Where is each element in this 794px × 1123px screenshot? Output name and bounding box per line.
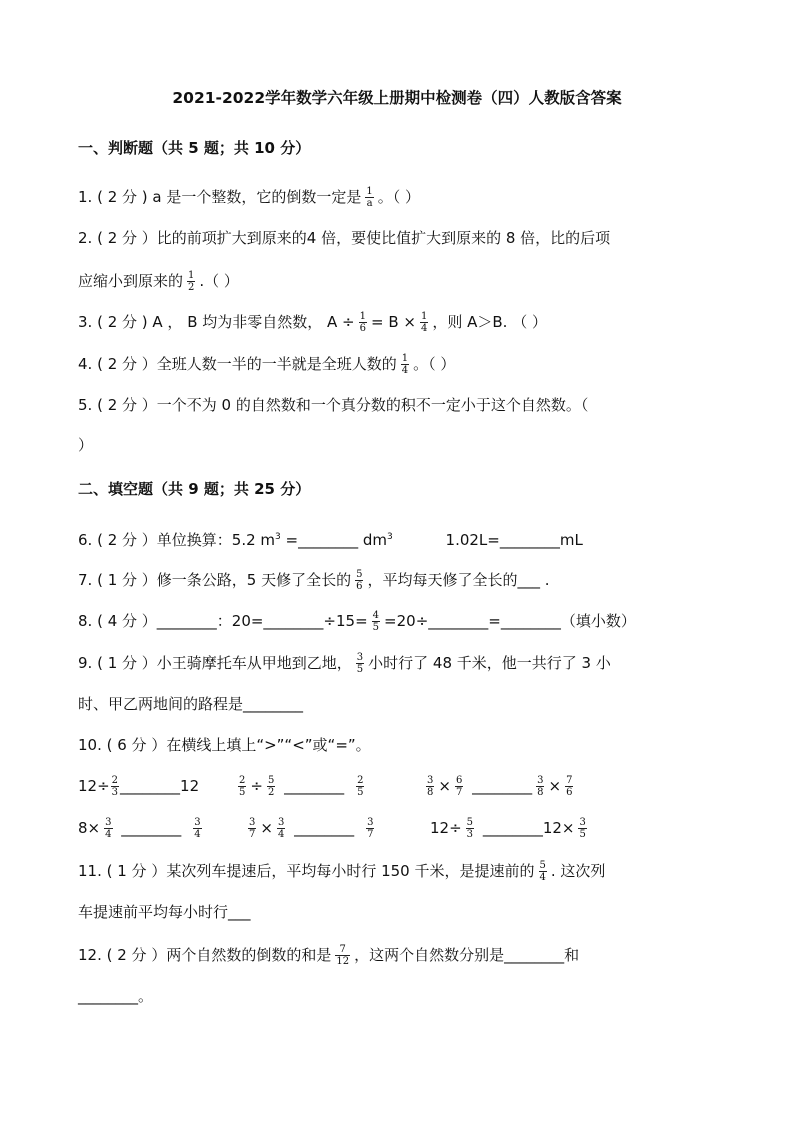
- question-9-line-2: 时、甲乙两地间的路程是________: [78, 695, 304, 713]
- compare-item: 12÷ $\frac{2}{3}$ ________12: [78, 775, 200, 798]
- fraction: $\frac{3}{4}$: [277, 817, 285, 840]
- fraction: $\frac{5}{3}$: [466, 817, 474, 840]
- section-heading-judgement: 一、判断题（共 5 题；共 10 分）: [78, 139, 311, 157]
- fraction: $\frac{5}{2}$: [267, 775, 275, 798]
- fraction: $\frac{3}{5}$: [579, 817, 586, 840]
- fraction: $\frac{1}{4}$: [420, 311, 428, 334]
- fraction: $\frac{2}{5}$: [239, 775, 246, 798]
- fraction: $\frac{3}{8}$: [427, 775, 434, 798]
- question-1-text: 1. ( 2 分 ) a 是一个整数，它的倒数一定是: [78, 188, 362, 206]
- fraction: $\frac{3}{4}$: [194, 817, 201, 840]
- question-12-line-2: ________。: [78, 987, 154, 1005]
- fraction: $\frac{7}{12}$: [336, 944, 350, 967]
- fraction: $\frac{3}{5}$: [356, 652, 364, 675]
- fraction: $\frac{2}{5}$: [357, 775, 364, 798]
- question-11-line-2: 车提速前平均每小时行___: [78, 903, 251, 921]
- question-1: [78, 186, 420, 209]
- question-12-line-1: 12. ( 2 分 ）两个自然数的倒数的和是 $\frac{7}{12}$ ，这两个自然数分别是________和: [78, 944, 580, 967]
- fraction: $\frac{3}{7}$: [367, 817, 374, 840]
- question-8: 8. ( 4 分 ）________：20=________÷15= $\frac{4}{5}$ =20÷________=________（填小数）: [78, 610, 636, 633]
- fraction: $\frac{3}{8}$: [537, 775, 544, 798]
- question-1-tail: 。（ ）: [377, 188, 421, 206]
- fraction: $\frac{1}{4}$: [401, 353, 409, 376]
- question-4: 4. ( 2 分 ）全班人数一半的一半就是全班人数的 $\frac{1}{4}$ 。（ ）: [78, 353, 456, 376]
- compare-item: $\frac{3}{8}$ × $\frac{6}{7}$ ________ $\frac{3}{8}$ × $\frac{7}{6}$: [427, 775, 573, 798]
- question-3: 3. ( 2 分 ) A ， B 均为非零自然数， A ÷ $\frac{1}{6}$ = B × $\frac{1}{4}$ ，则 A＞B. （ ）: [78, 311, 547, 334]
- fraction: $\frac{5}{6}$: [356, 569, 363, 592]
- compare-item: $\frac{2}{5}$ ÷ $\frac{5}{2}$ ________ $\frac{2}{5}$: [239, 775, 364, 798]
- fraction: $\frac{7}{6}$: [566, 775, 573, 798]
- question-6: 6. ( 2 分 ）单位换算：5.2 $m^3$ =________ $dm^3$ 1.02L=________mL: [78, 531, 583, 549]
- compare-item: 8× $\frac{3}{4}$ ________ $\frac{3}{4}$: [78, 817, 201, 840]
- fraction: $\frac{1}{6}$: [359, 311, 366, 334]
- question-9-line-1: 9. ( 1 分 ）小王骑摩托车从甲地到乙地， $\frac{3}{5}$ 小时行了 48 千米，他一共行了 3 小: [78, 652, 611, 675]
- fraction: $\frac{2}{3}$: [111, 775, 119, 798]
- fraction: $\frac{4}{5}$: [372, 610, 380, 633]
- fraction: $\frac{1}{2}$: [188, 270, 195, 293]
- document-title: 2021-2022学年数学六年级上册期中检测卷（四）人教版含答案: [172, 89, 622, 107]
- fraction: $\frac{1}{a}$: [366, 186, 373, 209]
- question-5-line-2: ）: [78, 436, 94, 454]
- question-11-line-1: 11. ( 1 分 ）某次列车提速后，平均每小时行 150 千米，是提速前的 $\frac{5}{4}$ . 这次列: [78, 860, 606, 883]
- question-10: 10. ( 6 分 ）在横线上填上“>”“<”或“=”。: [78, 736, 371, 754]
- question-7: 7. ( 1 分 ）修一条公路，5 天修了全长的 $\frac{5}{6}$ ，平均每天修了全长的___ .: [78, 569, 550, 592]
- question-2-line-2: 应缩小到原来的 $\frac{1}{2}$ .（ ）: [78, 270, 239, 293]
- question-5-line-1: 5. ( 2 分 ）一个不为 0 的自然数和一个真分数的积不一定小于这个自然数。（: [78, 396, 589, 414]
- fraction: $\frac{5}{4}$: [539, 860, 546, 883]
- compare-item: $\frac{3}{7}$ × $\frac{3}{4}$ ________ $\frac{3}{7}$: [249, 817, 374, 840]
- question-2-line-1: 2. ( 2 分 ）比的前项扩大到原来的4 倍，要使比值扩大到原来的 8 倍，比的后项: [78, 229, 611, 247]
- compare-item: 12÷ $\frac{5}{3}$ ________12× $\frac{3}{5}$: [430, 817, 586, 840]
- fraction: $\frac{6}{7}$: [455, 775, 463, 798]
- section-heading-fill-in: 二、填空题（共 9 题；共 25 分）: [78, 480, 311, 498]
- fraction: $\frac{3}{7}$: [249, 817, 256, 840]
- fraction: $\frac{3}{4}$: [105, 817, 112, 840]
